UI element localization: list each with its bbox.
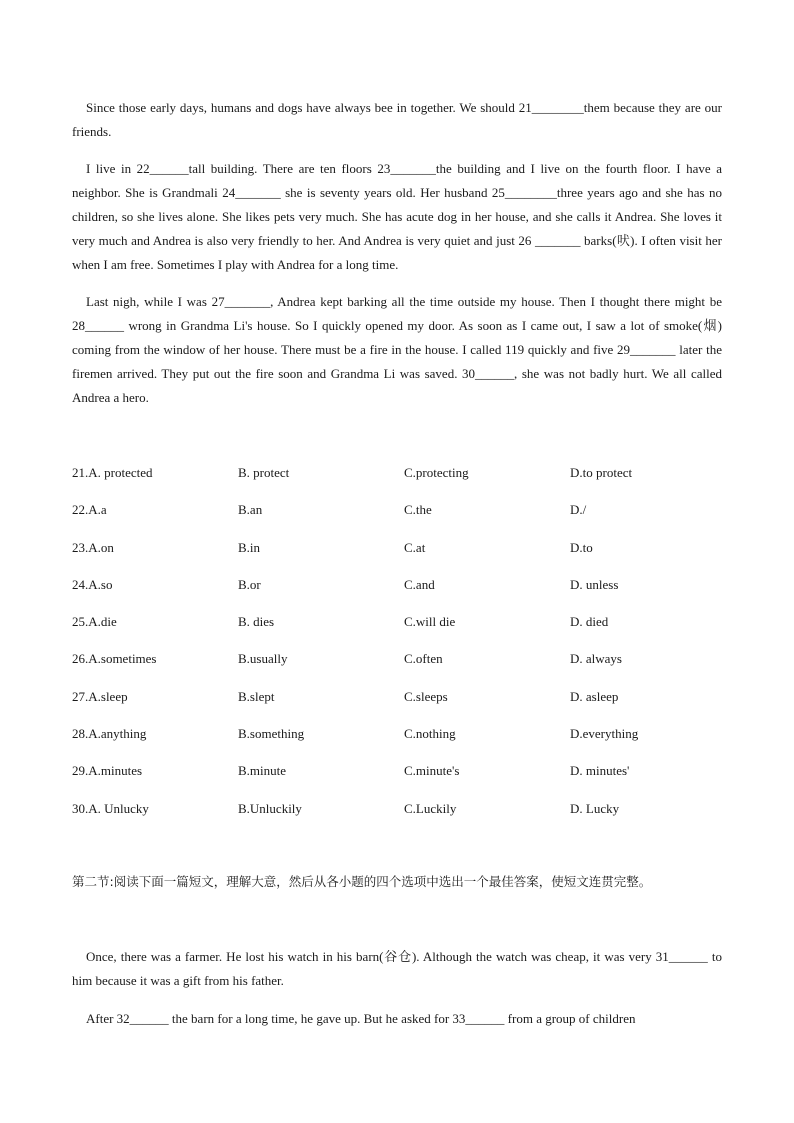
option-c: C.sleeps: [404, 688, 448, 704]
option-row: [72, 609, 722, 646]
option-row: [72, 535, 722, 572]
passage2-paragraph-1: [72, 945, 722, 993]
option-b: B.an: [238, 502, 263, 518]
option-row: [72, 572, 722, 609]
passage1-paragraph-2-text: I live in 22______tall building. There are ten floors 23_______the building and I live on the fourth floor. I have a neighbor. She is Grandmali 24_______ she is seventy years old. Her husband 25________three years ago and she has no children, so she lives alone. She likes pets very much. She has acute dog in her house, and she calls it Andrea. She loves it very much and Andrea is also very friendly to her. And Andrea is very quiet and just 26 _______ barks(吠). I often visit her when I am free. Sometimes I play with Andrea for a long time.: [72, 161, 722, 272]
option-c: C.the: [404, 502, 432, 518]
option-c: C.and: [404, 576, 435, 592]
option-b: B.in: [238, 539, 261, 555]
option-row: [72, 460, 722, 497]
option-row: [72, 721, 722, 758]
option-a: 23.A.on: [72, 539, 114, 555]
option-a: 26.A.sometimes: [72, 651, 157, 667]
option-row: [72, 646, 722, 683]
passage2-paragraph-2: [72, 1007, 722, 1031]
option-c: C.Luckily: [404, 800, 457, 816]
option-a: 27.A.sleep: [72, 688, 128, 704]
option-row: [72, 758, 722, 795]
option-d: D. always: [570, 651, 622, 667]
option-a: 21.A. protected: [72, 465, 153, 480]
option-row: [72, 796, 722, 833]
option-d: D.to protect: [570, 465, 633, 480]
option-a: 29.A.minutes: [72, 763, 143, 779]
passage1-paragraph-3: [72, 290, 722, 410]
option-c: C.at: [404, 539, 426, 555]
passage1-paragraph-1-text: Since those early days, humans and dogs have always bee in together. We should 21________them because they are our friends.: [72, 100, 722, 139]
option-b: B.minute: [238, 763, 287, 779]
option-b: B. protect: [238, 465, 290, 480]
option-d: D. minutes': [570, 763, 630, 779]
option-b: B. dies: [238, 614, 275, 630]
option-b: B.slept: [238, 688, 275, 704]
option-a: 22.A.a: [72, 502, 107, 518]
option-b: B.something: [238, 726, 305, 742]
option-d: D. unless: [570, 576, 619, 592]
option-d: D.to: [570, 539, 593, 555]
option-row: [72, 497, 722, 534]
option-c: C.often: [404, 651, 443, 667]
option-d: D./: [570, 502, 587, 518]
option-c: C.nothing: [404, 726, 456, 742]
option-c: C.minute's: [404, 763, 460, 779]
passage2-paragraph-1-text: Once, there was a farmer. He lost his watch in his barn(谷仓). Although the watch was cheap, it was very 31______ to him because it was a gift from his father.: [72, 949, 722, 988]
option-row: [72, 684, 722, 721]
option-d: D. died: [570, 614, 609, 630]
option-c: C.protecting: [404, 465, 469, 480]
option-a: 28.A.anything: [72, 726, 147, 742]
passage2-paragraph-2-text: After 32______ the barn for a long time, he gave up. But he asked for 33______ from a group of children: [86, 1011, 636, 1026]
answer-options-table: [72, 460, 722, 833]
option-d: D. asleep: [570, 688, 619, 704]
option-d: D.everything: [570, 726, 639, 742]
option-d: D. Lucky: [570, 800, 620, 816]
passage1-paragraph-1: [72, 96, 722, 144]
option-a: 24.A.so: [72, 576, 113, 592]
option-b: B.usually: [238, 651, 288, 667]
option-a: 25.A.die: [72, 614, 117, 630]
passage1-paragraph-2: [72, 157, 722, 277]
section-heading: 第二节:阅读下面一篇短文，理解大意，然后从各小题的四个选项中选出一个最佳答案，使短文连贯完整。: [72, 874, 652, 889]
passage1-paragraph-3-text: Last nigh, while I was 27_______, Andrea kept barking all the time outside my house. Then I thought there might be 28______ wrong in Grandma Li's house. So I quickly opened my door. As soon as I came out, I saw a lot of smoke(烟) coming from the window of her house. There must be a fire in the house. I called 119 quickly and five 29_______ later the firemen arrived. They put out the fire soon and Grandma Li was saved. 30______, she was not badly hurt. We all called Andrea a hero.: [72, 294, 722, 405]
option-b: B.or: [238, 576, 261, 592]
option-a: 30.A. Unlucky: [72, 800, 149, 816]
option-c: C.will die: [404, 614, 456, 630]
option-b: B.Unluckily: [238, 800, 302, 816]
